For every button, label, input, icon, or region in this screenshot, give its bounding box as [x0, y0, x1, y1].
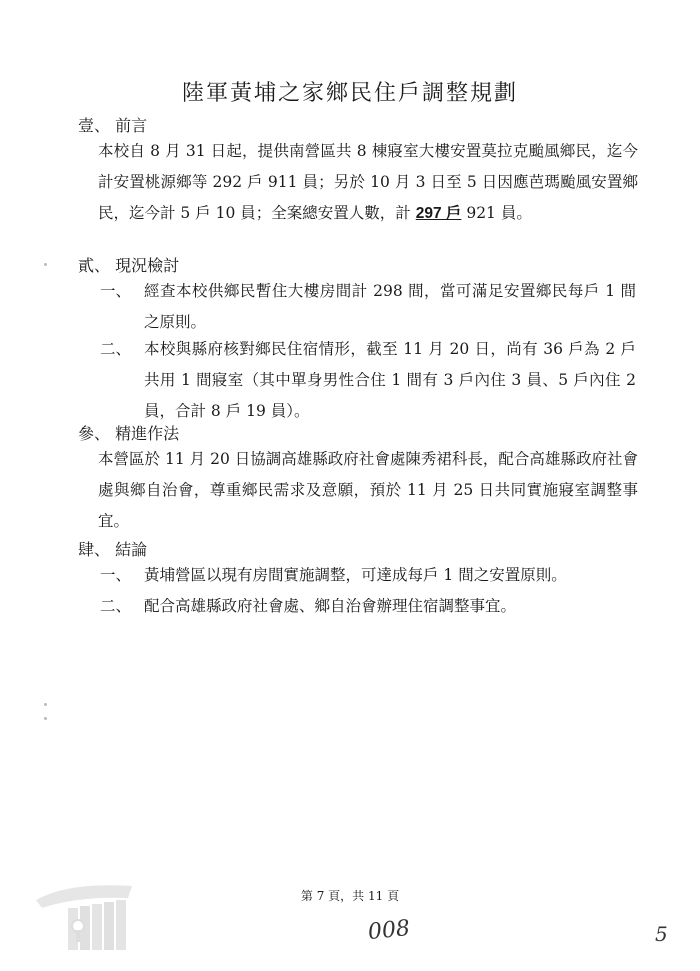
document-title: 陸軍黃埔之家鄉民住戶調整規劃	[181, 81, 518, 106]
review-item-1-number: 一、	[100, 282, 132, 300]
scan-speck	[44, 703, 47, 706]
preface-text-before: 本校自 8 月 31 日起，提供南營區共 8 棟寢室大樓安置莫拉克颱風鄉民，迄今計安置桃源鄉等 292 戶 911 員；另於 10 月 3 日至 5 日因應芭瑪颱風安置鄉民，迄今計 5 戶 10 員；全案總安置人數，計	[98, 142, 638, 222]
review-item-2-text: 本校與縣府核對鄉民住宿情形，截至 11 月 20 日，尚有 36 戶為 2 戶共用 1 間寢室（其中單身男性合住 1 間有 3 戶內住 3 員、5 戶內住 2 員，合計 8 戶 19 員）。	[144, 340, 636, 420]
scan-speck	[44, 717, 47, 720]
preface-underlined-total: 297 戶	[415, 205, 462, 222]
handwritten-page-number: 008	[366, 915, 412, 946]
section-heading-conclusion: 肆、 結論	[78, 540, 148, 559]
section-heading-improvement: 參、 精進作法	[78, 424, 180, 443]
conclusion-item-2-text: 配合高雄縣政府社會處、鄉自治會辦理住宿調整事宜。	[144, 597, 517, 615]
conclusion-item-1-number: 一、	[100, 566, 132, 584]
review-item-1-text: 經查本校供鄉民暫住大樓房間計 298 間，當可滿足安置鄉民每戶 1 間之原則。	[144, 282, 636, 331]
preface-paragraph	[98, 136, 638, 229]
scan-speck	[44, 263, 47, 266]
section-heading-preface: 壹、 前言	[78, 116, 148, 135]
page-footer: 第 7 頁，共 11 頁	[300, 889, 400, 903]
preface-text-after: 921 員。	[461, 204, 532, 222]
handwritten-corner-mark: 5	[655, 922, 668, 946]
review-item-2-number: 二、	[100, 340, 132, 358]
improvement-paragraph: 本營區於 11 月 20 日協調高雄縣政府社會處陳秀裙科長，配合高雄縣政府社會處與鄉自治會，尊重鄉民需求及意願，預於 11 月 25 日共同實施寢室調整事宜。	[98, 450, 638, 530]
conclusion-item-1-text: 黃埔營區以現有房間實施調整，可達成每戶 1 間之安置原則。	[144, 566, 567, 584]
conclusion-item-2-number: 二、	[100, 597, 132, 615]
section-heading-review: 貳、 現況檢討	[78, 256, 180, 275]
